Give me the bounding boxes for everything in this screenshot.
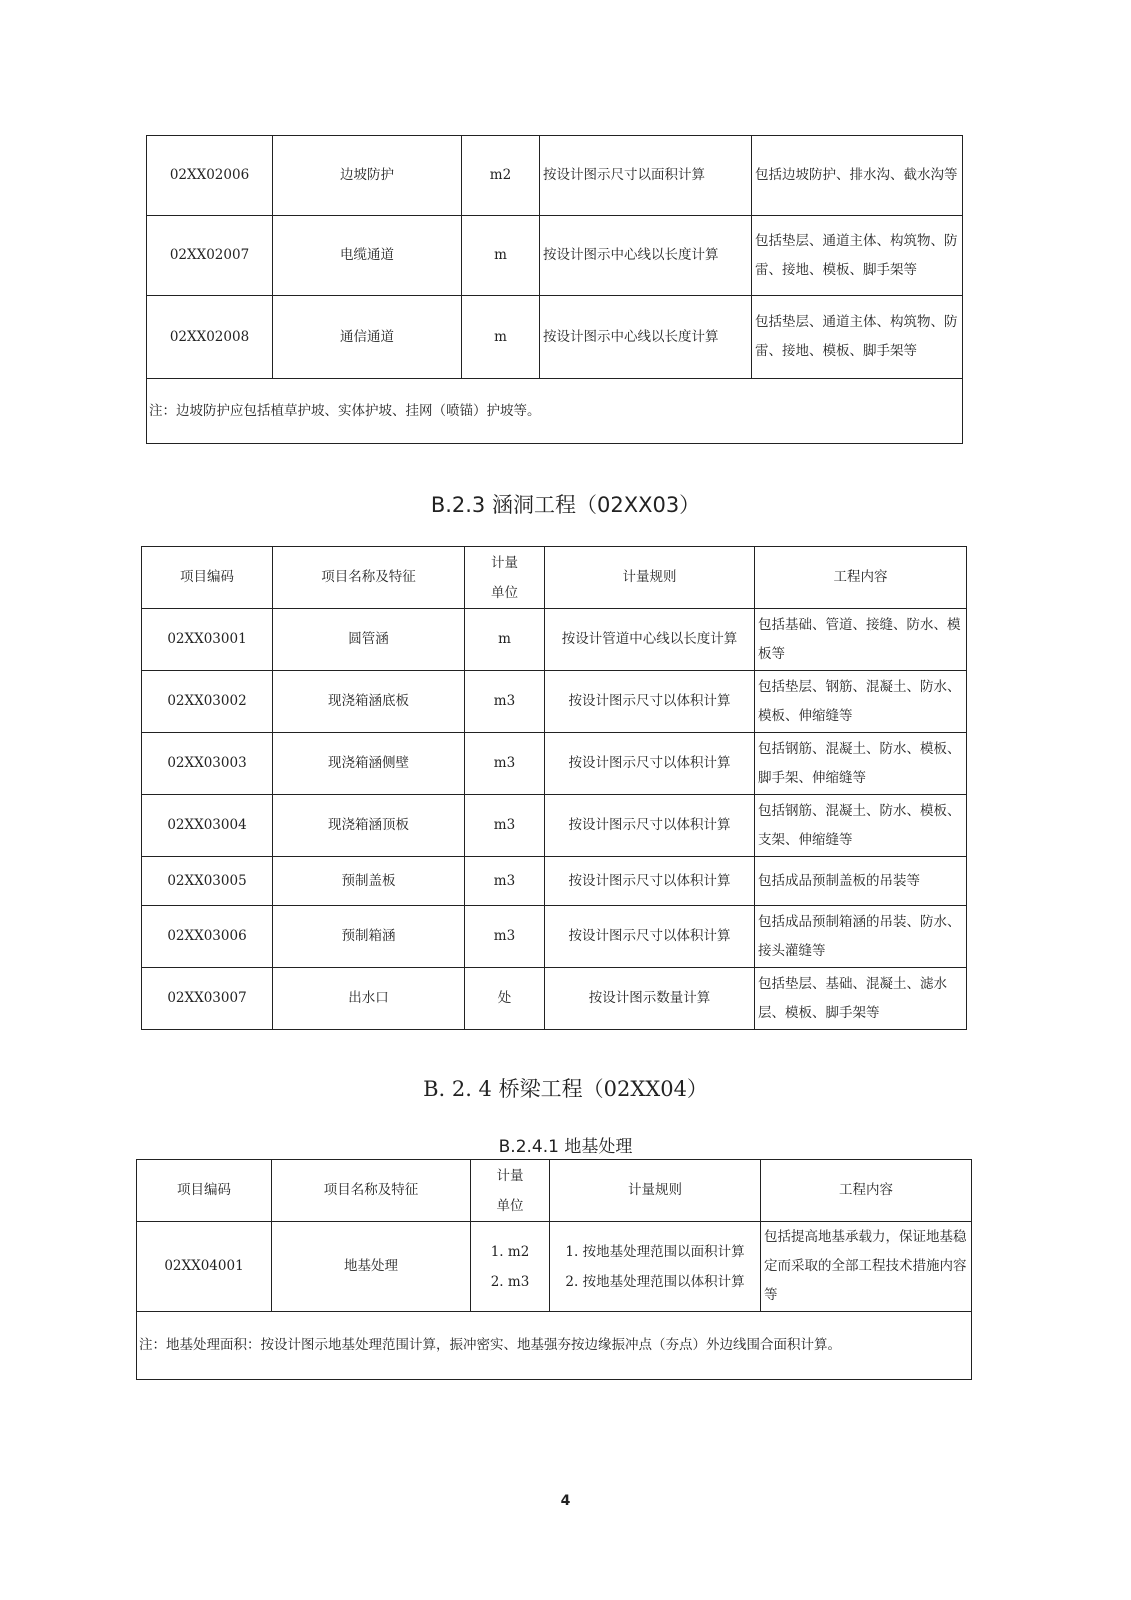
item-rule: 按设计图示尺寸以体积计算 (545, 857, 755, 906)
header-unit (465, 547, 545, 609)
item-unit: m (462, 216, 540, 296)
header-unit-line1: 计量 (491, 554, 518, 571)
item-code: 02XX03007 (142, 968, 273, 1030)
item-content: 包括成品预制箱涵的吊装、防水、接头灌缝等 (755, 906, 967, 968)
item-rule: 按设计管道中心线以长度计算 (545, 609, 755, 671)
section-heading-b23: B.2.3 涵洞工程（02XX03） (430, 493, 701, 517)
table-row (147, 136, 963, 216)
item-unit-line2: 2. m3 (490, 1273, 530, 1290)
header-rule: 计量规则 (550, 1160, 761, 1222)
item-name: 预制盖板 (273, 857, 465, 906)
item-rule: 按设计图示中心线以长度计算 (540, 216, 752, 296)
item-name: 通信通道 (273, 296, 462, 379)
item-name: 现浇箱涵顶板 (273, 795, 465, 857)
table-row (142, 968, 967, 1030)
item-unit: 处 (465, 968, 545, 1030)
table-row (142, 795, 967, 857)
item-name: 圆管涵 (273, 609, 465, 671)
header-content: 工程内容 (761, 1160, 972, 1222)
table-earthwork-continued (146, 135, 963, 444)
table-note-row (147, 379, 963, 444)
table-row (142, 906, 967, 968)
table-row (137, 1222, 972, 1312)
item-code: 02XX02006 (147, 136, 273, 216)
item-unit: m3 (465, 671, 545, 733)
item-rule: 按设计图示尺寸以体积计算 (545, 906, 755, 968)
item-rule-line1: 1. 按地基处理范围以面积计算 (565, 1243, 745, 1260)
item-unit: m3 (465, 906, 545, 968)
item-unit: m3 (465, 733, 545, 795)
item-content: 包括垫层、基础、混凝土、滤水层、模板、脚手架等 (755, 968, 967, 1030)
item-unit-line1: 1. m2 (490, 1243, 530, 1260)
item-content: 包括边坡防护、排水沟、截水沟等 (752, 136, 963, 216)
item-code: 02XX03001 (142, 609, 273, 671)
header-unit-line2: 单位 (491, 584, 518, 601)
table-row (147, 216, 963, 296)
item-content: 包括提高地基承载力，保证地基稳定而采取的全部工程技术措施内容等 (761, 1222, 972, 1312)
item-code: 02XX02007 (147, 216, 273, 296)
table-foundation (136, 1159, 972, 1380)
table-row (142, 609, 967, 671)
table-row (142, 857, 967, 906)
item-code: 02XX03004 (142, 795, 273, 857)
item-content: 包括钢筋、混凝土、防水、模板、脚手架、伸缩缝等 (755, 733, 967, 795)
header-code: 项目编码 (142, 547, 273, 609)
table-header-row (142, 547, 967, 609)
table-row (142, 671, 967, 733)
section-heading-b241: B.2.4.1 地基处理 (498, 1137, 633, 1157)
item-name: 现浇箱涵底板 (273, 671, 465, 733)
item-rule (550, 1222, 761, 1312)
item-rule: 按设计图示尺寸以体积计算 (545, 671, 755, 733)
item-content: 包括钢筋、混凝土、防水、模板、支架、伸缩缝等 (755, 795, 967, 857)
section-heading-b24: B. 2. 4 桥梁工程（02XX04） (423, 1077, 708, 1101)
item-code: 02XX03005 (142, 857, 273, 906)
table-note: 注：边坡防护应包括植草护坡、实体护坡、挂网（喷锚）护坡等。 (147, 379, 963, 444)
item-rule-line2: 2. 按地基处理范围以体积计算 (565, 1273, 745, 1290)
item-rule: 按设计图示尺寸以体积计算 (545, 733, 755, 795)
item-code: 02XX02008 (147, 296, 273, 379)
item-content: 包括成品预制盖板的吊装等 (755, 857, 967, 906)
item-name: 边坡防护 (273, 136, 462, 216)
item-unit: m2 (462, 136, 540, 216)
header-content: 工程内容 (755, 547, 967, 609)
item-unit: m3 (465, 795, 545, 857)
item-code: 02XX03003 (142, 733, 273, 795)
header-unit-line2: 单位 (496, 1197, 524, 1214)
item-code: 02XX04001 (137, 1222, 272, 1312)
item-code: 02XX03002 (142, 671, 273, 733)
table-note: 注：地基处理面积：按设计图示地基处理范围计算，振冲密实、地基强夯按边缘振冲点（夯点）外边线围合面积计算。 (137, 1312, 972, 1380)
header-name: 项目名称及特征 (273, 547, 465, 609)
item-rule: 按设计图示数量计算 (545, 968, 755, 1030)
item-rule: 按设计图示中心线以长度计算 (540, 296, 752, 379)
header-unit-line1: 计量 (496, 1167, 524, 1184)
item-unit: m3 (465, 857, 545, 906)
item-name: 地基处理 (272, 1222, 471, 1312)
item-content: 包括基础、管道、接缝、防水、模板等 (755, 609, 967, 671)
header-name: 项目名称及特征 (272, 1160, 471, 1222)
table-note-row (137, 1312, 972, 1380)
item-unit: m (465, 609, 545, 671)
header-code: 项目编码 (137, 1160, 272, 1222)
item-code: 02XX03006 (142, 906, 273, 968)
item-unit: m (462, 296, 540, 379)
table-row (147, 296, 963, 379)
item-name: 出水口 (273, 968, 465, 1030)
item-content: 包括垫层、钢筋、混凝土、防水、模板、伸缩缝等 (755, 671, 967, 733)
table-culvert (141, 546, 967, 1030)
table-row (142, 733, 967, 795)
item-content: 包括垫层、通道主体、构筑物、防雷、接地、模板、脚手架等 (752, 216, 963, 296)
item-content: 包括垫层、通道主体、构筑物、防雷、接地、模板、脚手架等 (752, 296, 963, 379)
item-name: 现浇箱涵侧壁 (273, 733, 465, 795)
header-unit (471, 1160, 550, 1222)
item-rule: 按设计图示尺寸以体积计算 (545, 795, 755, 857)
item-name: 电缆通道 (273, 216, 462, 296)
item-rule: 按设计图示尺寸以面积计算 (540, 136, 752, 216)
page-number: 4 (560, 1493, 571, 1509)
item-name: 预制箱涵 (273, 906, 465, 968)
header-rule: 计量规则 (545, 547, 755, 609)
table-header-row (137, 1160, 972, 1222)
item-unit (471, 1222, 550, 1312)
